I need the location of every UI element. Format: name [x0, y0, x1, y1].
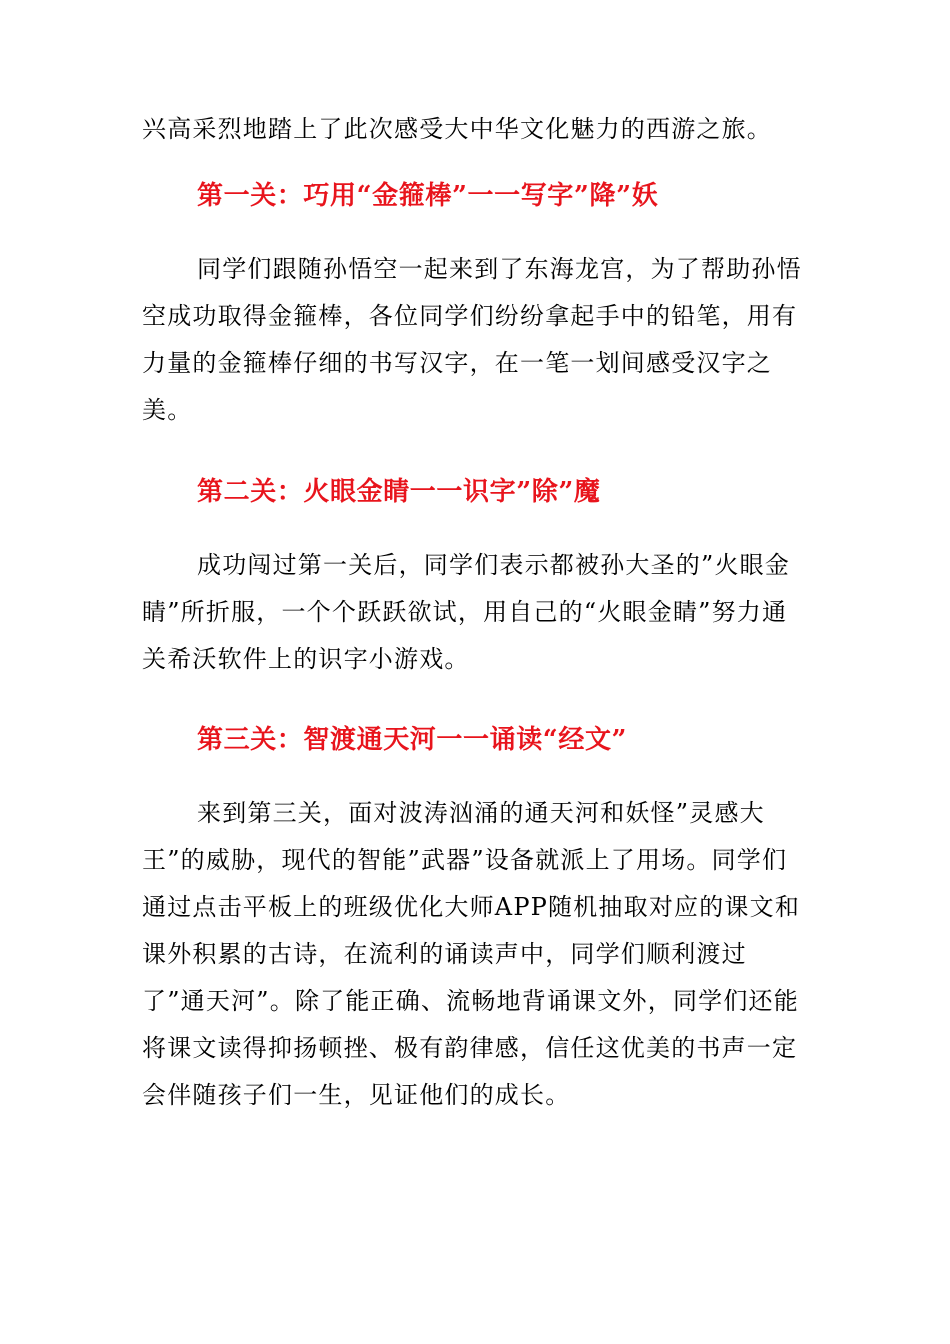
section-2-heading: 第二关：火眼金睛一一识字”除”魔	[197, 477, 601, 507]
section-2-paragraph: 成功闯过第一关后，同学们表示都被孙大圣的”火眼金睛”所折服，一个个跃跃欲试，用自己的“火眼金睛”努力通关希沃软件上的识字小游戏。	[142, 551, 791, 673]
intro-paragraph: 兴高采烈地踏上了此次感受大中华文化魅力的西游之旅。	[142, 115, 772, 143]
section-3-heading: 第三关：智渡通天河一一诵读“经文”	[197, 725, 628, 755]
section-3-paragraph: 来到第三关，面对波涛汹涌的通天河和妖怪”灵感大王”的威胁，现代的智能”武器”设备就派上了用场。同学们通过点击平板上的班级优化大师APP随机抽取对应的课文和课外积累的古诗，在流利的诵读声中，同学们顺利渡过了”通天河”。除了能正确、流畅地背诵课文外，同学们还能将课文读得抑扬顿挫、极有韵律感，信任这优美的书声一定会伴随孩子们一生，见证他们的成长。	[142, 799, 801, 1109]
section-1-paragraph: 同学们跟随孙悟空一起来到了东海龙宫，为了帮助孙悟空成功取得金箍棒，各位同学们纷纷拿起手中的铅笔，用有力量的金箍棒仔细的书写汉字，在一笔一划间感受汉字之美。	[142, 255, 802, 424]
section-1-heading: 第一关：巧用“金箍棒”一一写字”降”妖	[197, 181, 659, 211]
